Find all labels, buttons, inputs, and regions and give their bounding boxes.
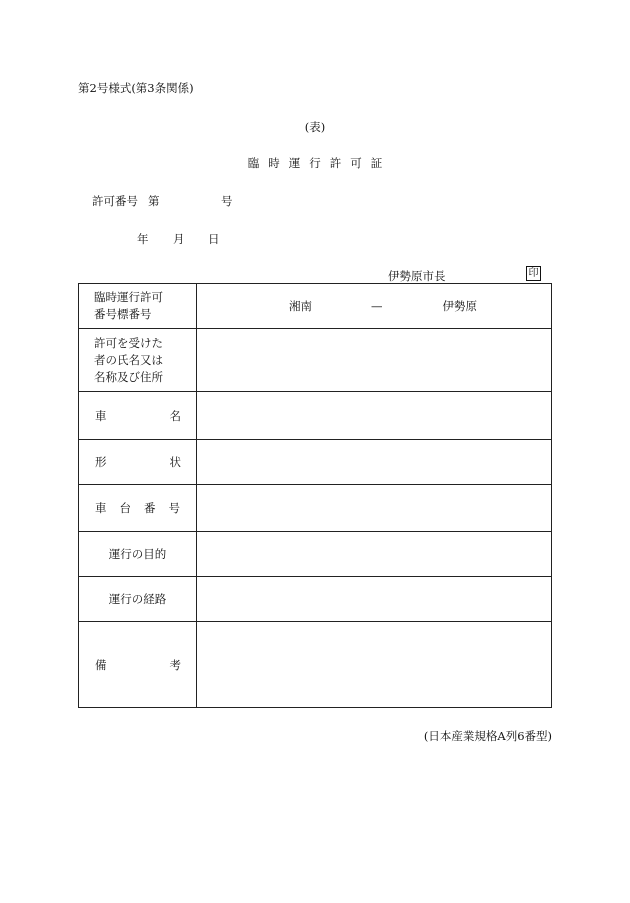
label-line: 許可を受けた <box>94 335 163 350</box>
row-label-chassis-number <box>79 485 197 532</box>
purpose-value <box>197 532 552 577</box>
row-label-route: 運行の経路 <box>79 577 197 622</box>
label-line: 名称及び住所 <box>94 369 163 384</box>
form-number-label: 第2号様式(第3条関係) <box>78 81 194 95</box>
permittee-value <box>197 329 552 392</box>
table-row <box>79 577 552 622</box>
route-from: 湘南 <box>289 299 312 313</box>
side-label: (表) <box>304 120 326 134</box>
label-char: 号 <box>168 501 180 515</box>
vehicle-name-value <box>197 392 552 440</box>
route-to: 伊勢原 <box>442 299 477 313</box>
row-label-permittee <box>79 329 197 392</box>
label-line: 臨時運行許可 <box>94 290 163 304</box>
label-char: 車 <box>95 408 107 423</box>
row-label-remarks <box>79 622 197 708</box>
issuer-name: 伊勢原市長 <box>388 269 446 283</box>
table-row <box>79 284 552 329</box>
label-char: 考 <box>169 657 181 672</box>
table-row <box>79 440 552 485</box>
table-row <box>79 622 552 708</box>
permit-number-suffix: 号 <box>221 194 233 208</box>
shape-value <box>197 440 552 485</box>
route-dash: — <box>371 299 383 313</box>
permit-table <box>78 283 552 708</box>
date-month-label: 月 <box>173 232 185 246</box>
document-title: 臨時運行許可証 <box>247 156 392 170</box>
row-label-vehicle-name <box>79 392 197 440</box>
chassis-number-value <box>197 485 552 532</box>
label-line: 番号標番号 <box>94 307 152 321</box>
label-char: 形 <box>95 455 107 469</box>
plate-number-value <box>197 284 552 329</box>
row-label-shape <box>79 440 197 485</box>
route-text <box>197 298 551 314</box>
row-label-purpose: 運行の目的 <box>79 532 197 577</box>
row-label-plate-number <box>79 284 197 329</box>
seal-mark: 印 <box>526 266 541 281</box>
label-char: 番 <box>144 501 156 515</box>
remarks-value <box>197 622 552 708</box>
date-day-label: 日 <box>208 232 220 246</box>
table-row <box>79 485 552 532</box>
label-char: 台 <box>119 501 131 515</box>
label-char: 車 <box>95 501 107 515</box>
label-char: 状 <box>169 455 181 469</box>
table-row <box>79 392 552 440</box>
label-char: 名 <box>169 408 181 423</box>
label-char: 備 <box>95 657 107 672</box>
footer-note: (日本産業規格A列6番型) <box>423 729 552 743</box>
permit-number-label: 許可番号 <box>92 194 138 208</box>
table-row <box>79 329 552 392</box>
date-year-label: 年 <box>137 232 149 246</box>
route-value <box>197 577 552 622</box>
table-row <box>79 532 552 577</box>
label-line: 者の氏名又は <box>94 352 163 367</box>
permit-number-prefix: 第 <box>148 194 160 208</box>
